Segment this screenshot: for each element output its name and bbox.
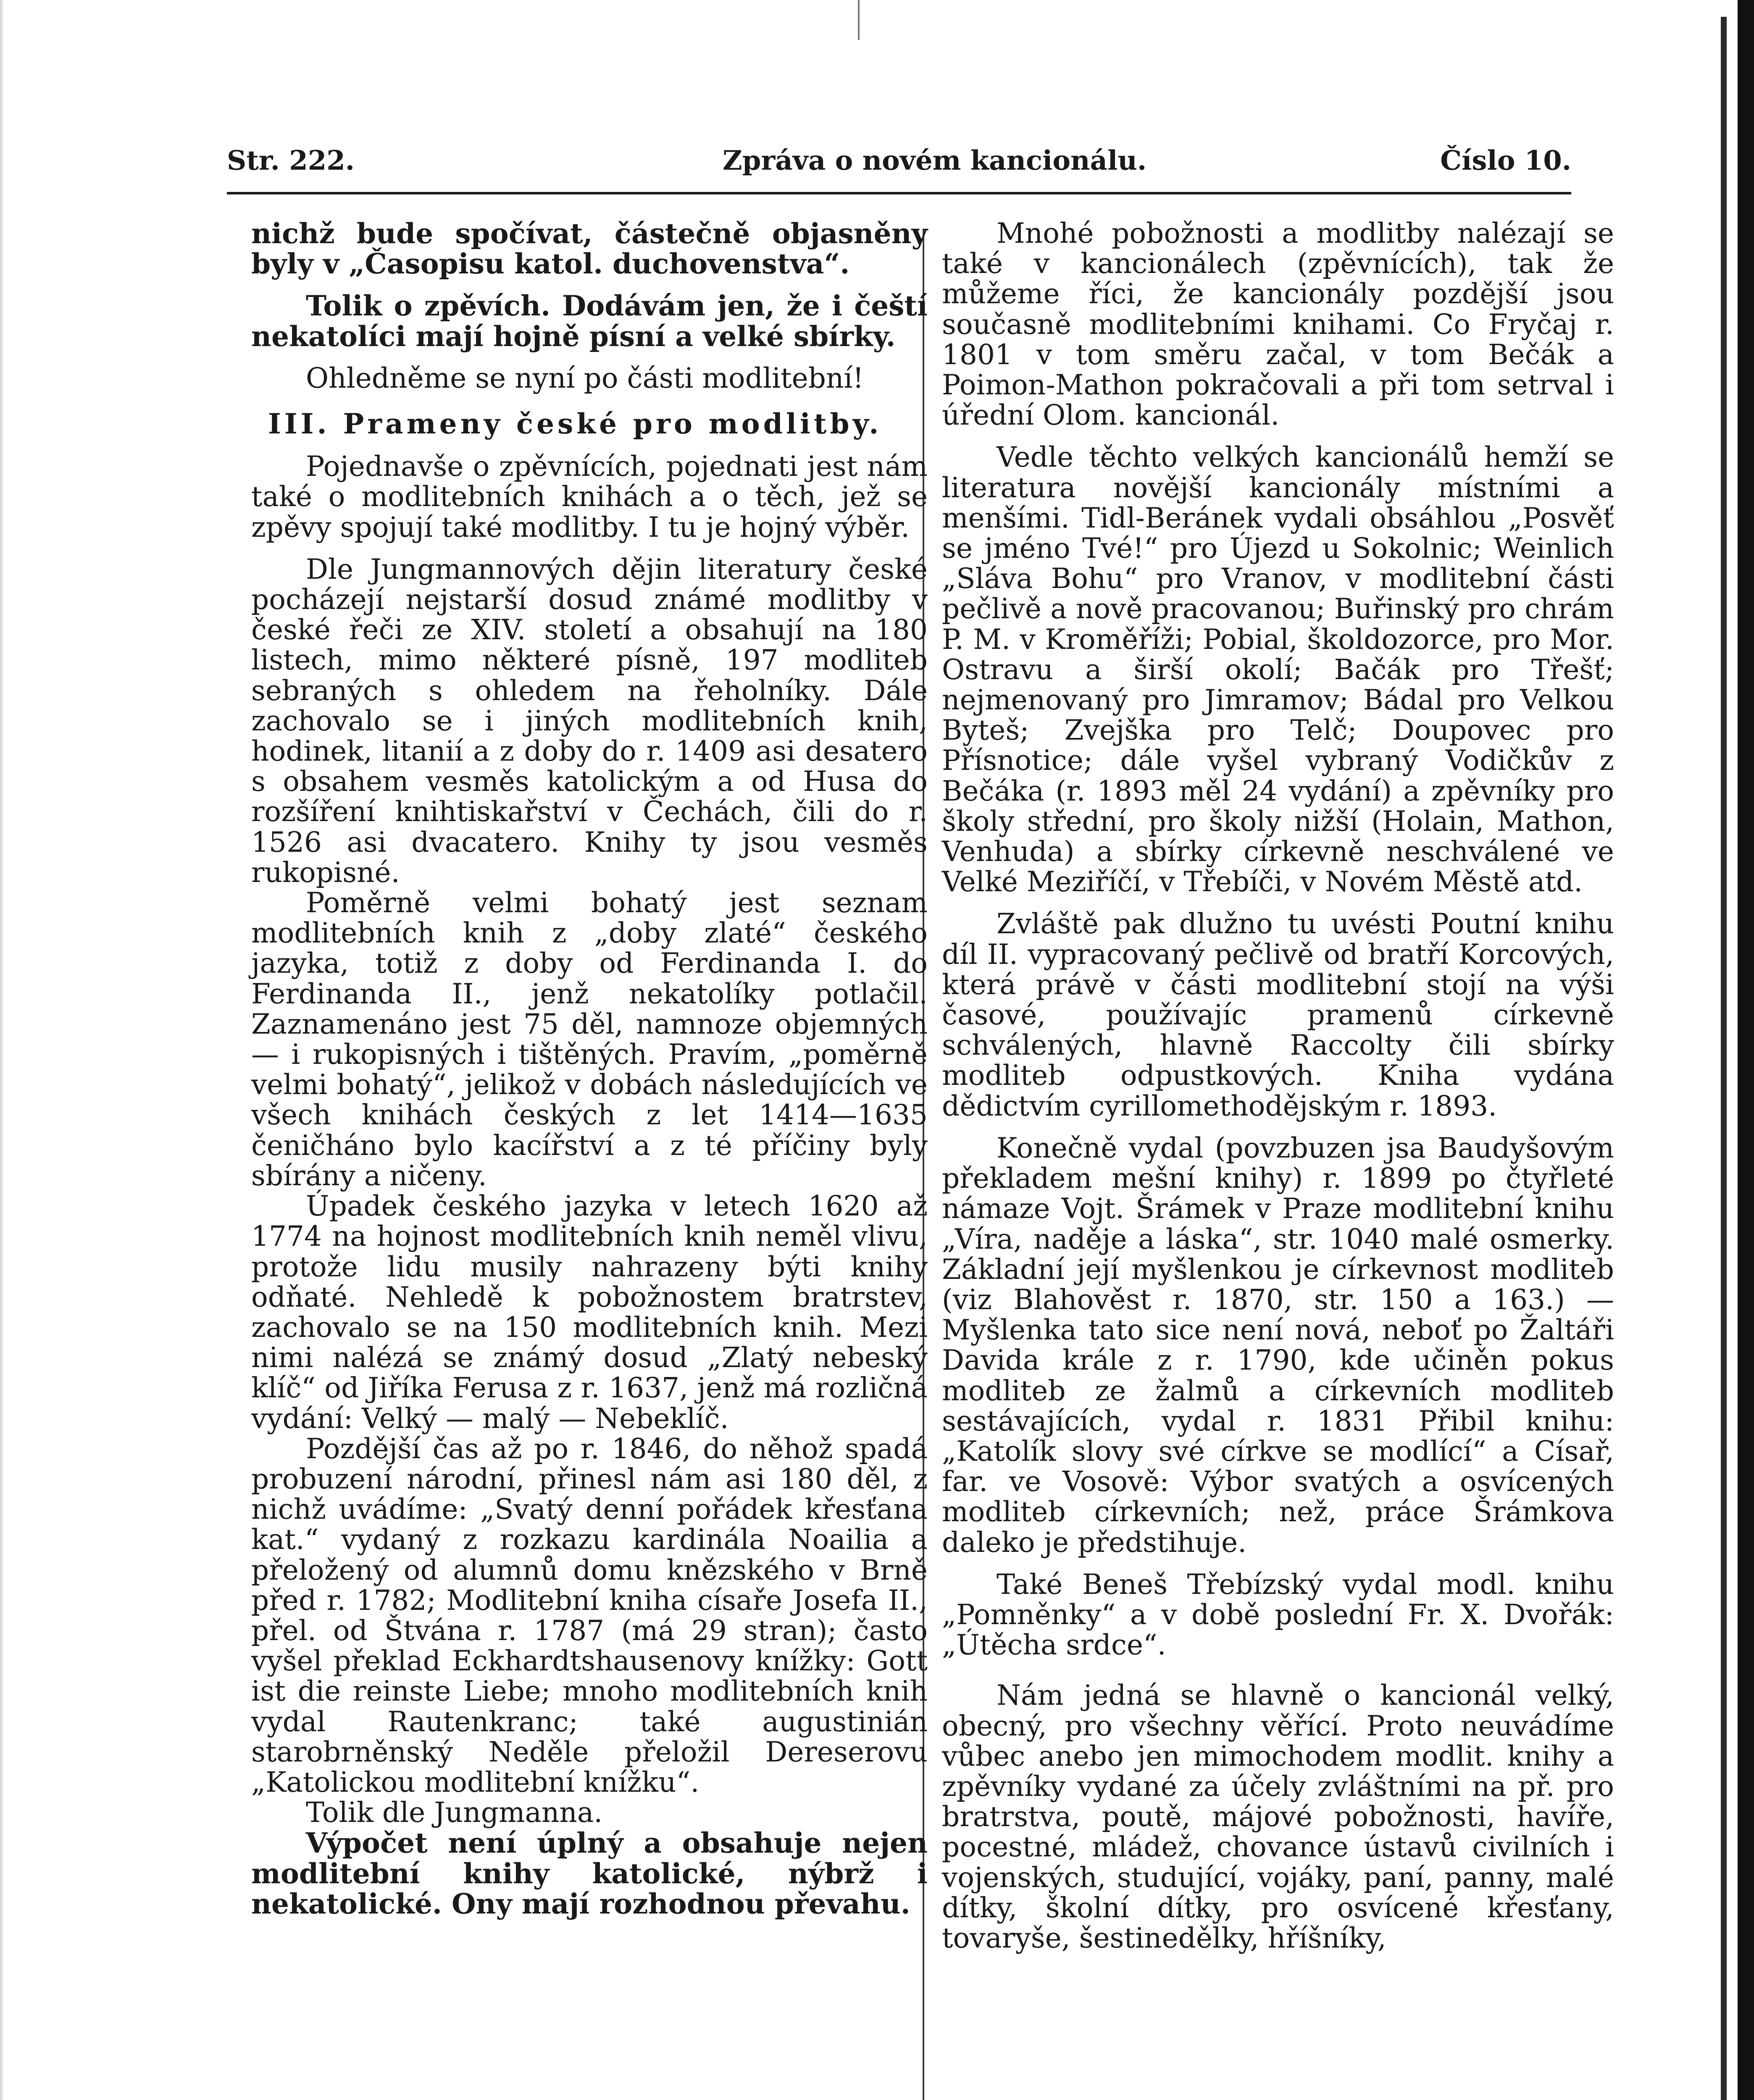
header-rule xyxy=(227,192,1571,194)
paragraph: Výpočet není úplný a obsahuje nejen modlitební knihy katolické, nýbrž i nekatolické. Ony mají rozhodnou převahu. xyxy=(251,1827,928,1920)
scan-right-border xyxy=(1738,0,1754,2100)
left-column xyxy=(251,218,928,1919)
right-column xyxy=(942,218,1614,1953)
paragraph: Dle Jungmannových dějin literatury české pocházejí nejstarší dosud známé modlitby v české řeči ze XIV. století a obsahují na 180 listech, mimo některé písně, 197 modliteb sebraných s ohledem na řeholníky. Dále zachovalo se i jiných modlitebních knih, hodinek, litanií a z doby do r. 1409 asi desatero s obsahem vesměs katolickým a od Husa do rozšíření knihtiskařství v Čechách, čili do r. 1526 asi dvacatero. Knihy ty jsou vesměs rukopisné. xyxy=(251,553,928,889)
section-heading: III. Prameny české pro modlitby. xyxy=(268,407,882,441)
paragraph: Tolik o zpěvích. Dodávám jen, že i čeští nekatolíci mají hojně písní a velké sbírky. xyxy=(251,289,928,353)
issue-number: Číslo 10. xyxy=(1440,145,1571,176)
running-title: Zpráva o novém kancionálu. xyxy=(723,145,1147,176)
paragraph: Pojednavše o zpěvnících, pojednati jest nám také o modlitebních knihách a o těch, jež se zpěvy spojují také modlitby. I tu je hojný výběr. xyxy=(251,450,928,543)
page-number: Str. 222. xyxy=(227,145,355,176)
paragraph: Nám jedná se hlavně o kancionál velký, obecný, pro všechny věřící. Proto neuvádíme vůbec anebo jen mimochodem modlit. knihy a zpěvníky vydané za účely zvláštními na př. pro bratrstva, poutě, májové pobožnosti, havíře, pocestné, mládež, chovance ústavů civilních i vojenských, studující, vojáky, paní, panny, malé dítky, školní dítky, pro osvícené křesťany, tovaryše, šestinedělky, hříšníky, xyxy=(942,1679,1614,1954)
paragraph: Mnohé pobožnosti a modlitby nalézají se také v kancionálech (zpěvnících), tak že můžeme říci, že kancionály pozdější jsou současně modlitebními knihami. Co Fryčaj r. 1801 v tom směru začal, v tom Bečák a Poimon-Mathon pokračovali a při tom setrval i úřední Olom. kancionál. xyxy=(942,217,1614,432)
paragraph: Tolik dle Jungmanna. xyxy=(306,1796,603,1829)
paragraph: Pozdější čas až po r. 1846, do něhož spadá probuzení národní, přinesl nám asi 180 děl, z nichž uvádíme: „Svatý denní pořádek křesťana kat.“ vydaný z rozkazu kardinála Noailia a přeložený od alumnů domu knězského v Brně před r. 1782; Modlitební kniha císaře Josefa II., přel. od Štvána r. 1787 (má 29 stran); často vyšel překlad Eckhardtshausenovy knížky: Gott ist die reinste Liebe; mnoho modlitebních knih vydal Rautenkranc; také augustinián starobrněnský Neděle přeložil Dereserovu „Katolickou modlitební knížku“. xyxy=(251,1432,928,1798)
paragraph: Také Beneš Třebízský vydal modl. knihu „Pomněnky“ a v době poslední Fr. X. Dvořák: „Útěcha srdce“. xyxy=(942,1568,1614,1662)
paragraph: Vedle těchto velkých kancionálů hemží se literatura novější kancionály místními a menšími. Tidl-Beránek vydali obsáhlou „Posvěť se jméno Tvé!“ pro Újezd u Sokolnic; Weinlich „Sláva Bohu“ pro Vranov, v modlitební části pečlivě a nově pracovanou; Buřinský pro chrám P. M. v Kroměříži; Pobial, školdozorce, pro Mor. Ostravu a širší okolí; Bačák pro Třešť; nejmenovaný pro Jimramov; Bádal pro Velkou Byteš; Zvejška pro Telč; Doupovec pro Přísnotice; dále vyšel vybraný Vodičkův z Bečáka (r. 1893 měl 24 vydání) a zpěvníky pro školy střední, pro školy nižší (Holain, Mathon, Venhuda) a sbírky církevně neschválené ve Velké Meziříčí, v Třebíči, v Novém Městě atd. xyxy=(942,441,1614,898)
paragraph: Poměrně velmi bohatý jest seznam modlitebních knih z „doby zlaté“ českého jazyka, totiž z doby od Ferdinanda I. do Ferdinanda II., jenž nekatolíky potlačil. Zaznamenáno jest 75 děl, namnoze objemných — i rukopisných i tištěných. Pravím, „poměrně velmi bohatý“, jelikož v dobách následujících ve všech knihách českých z let 1414—1635 čeničháno bylo kacířství a z té příčiny byly sbírány a ničeny. xyxy=(251,887,928,1192)
scan-top-mark xyxy=(858,0,860,40)
paragraph: Úpadek českého jazyka v letech 1620 až 1774 na hojnost modlitebních knih neměl vlivu, protože lidu musily nahrazeny býti knihy odňaté. Nehledě k pobožnostem bratrstev, zachovalo se na 150 modlitebních knih. Mezi nimi nalézá se známý dosud „Zlatý nebeský klíč“ od Jiříka Ferusa z r. 1637, jenž má rozličná vydání: Velký — malý — Nebeklíč. xyxy=(251,1190,928,1435)
scan-right-border-inner xyxy=(1721,17,1727,2100)
paragraph: nichž bude spočívat, částečně objasněny byly v „Časopisu katol. duchovenstva“. xyxy=(251,217,928,281)
paragraph: Ohledněme se nyní po části modlitební! xyxy=(306,362,864,394)
scan-left-edge xyxy=(0,0,4,2100)
paragraph: Zvláště pak dlužno tu uvésti Poutní knihu díl II. vypracovaný pečlivě od bratří Korcových, která právě v části modlitební stojí na výši časové, používajíc pramenů církevně schválených, hlavně Raccolty čili sbírky modliteb odpustkových. Kniha vydána dědictvím cyrillomethodějským r. 1893. xyxy=(942,908,1614,1122)
paragraph: Konečně vydal (povzbuzen jsa Baudyšovým překladem mešní knihy) r. 1899 po čtyřleté námaze Vojt. Šrámek v Praze modlitební knihu „Víra, naděje a láska“, str. 1040 malé osmerky. Základní její myšlenkou je církevnost modliteb (viz Blahověst r. 1870, str. 150 a 163.) — Myšlenka tato sice není nová, neboť po Žaltáři Davida krále z r. 1790, kde učiněn pokus modliteb ze žalmů a církevních modliteb sestávajících, vydal r. 1831 Přibil knihu: „Katolík slovy své církve se modlící“ a Císař, far. ve Vosově: Výbor svatých a osvícených modliteb církevních; než, práce Šrámkova daleko je předstihuje. xyxy=(942,1131,1614,1559)
page-header xyxy=(227,145,1571,195)
